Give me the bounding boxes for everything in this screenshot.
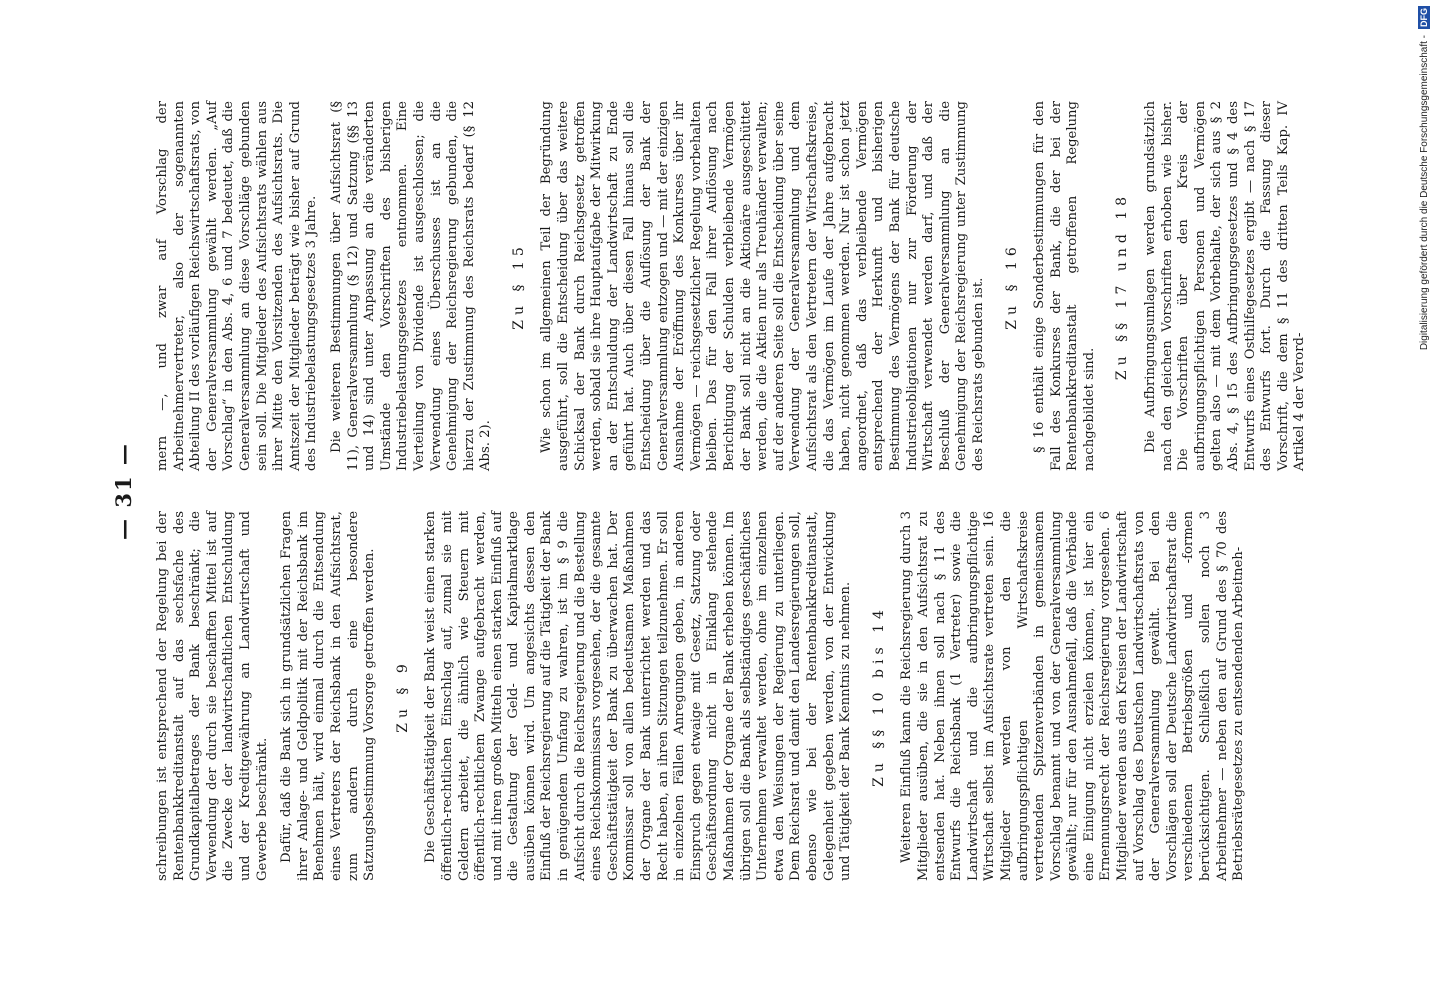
paragraph: Die Aufbringungsumlagen werden grundsätzlich nach den gleichen Vorschriften erhoben wie bisher. Die Vorschriften über den Kreis der aufbringungspflichtigen Personen und Vermögen gelten also — mit dem Vorbehalte, der sich aus § 2 Abs. 4, § 15 des Aufbringungsgesetzes und § 4 des Entwurfs eines Osthilfegesetzes ergibt — nach § 17 des Entwurfs fort. Durch die Fassung dieser Vorschrift, die dem § 11 des dritten Teils Kap. IV Artikel 4 der Verord- (1143, 101, 1308, 471)
credit-line (1414, 6, 1434, 996)
section-heading: Zu §§ 17 und 18 (1114, 191, 1131, 381)
paragraph: Dafür, daß die Bank sich in grundsätzlichen Fragen ihrer Anlage- und Geldpolitik mit der Reichsbank im Benehmen hält, wird einmal durch die Entsendung eines Vertreters der Reichsbank in den Aufsichtsrat, zum andern durch eine besondere Satzungsbestimmung Vorsorge getroffen werden. (279, 511, 378, 881)
left-column (155, 511, 1256, 881)
paragraph: Weiteren Einfluß kann die Reichsregierung durch 3 Mitglieder ausüben, die sie in den Aufsichtsrat zu entsenden hat. Neben ihnen soll nach § 11 des Entwurfs die Reichsbank (1 Vertreter) sowie die Landwirtschaft und die aufbringungspflichtige Wirtschaft selbst im Aufsichtsrate vertreten sein. 16 Mitglieder werden von den die aufbringungspflichtigen Wirtschaftskreise vertretenden Spitzenverbänden in gemeinsamem Vorschlag benannt und von der Generalversammlung gewählt; nur für den Ausnahmefall, daß die Verbände eine Einigung nicht erzielen können, ist hier ein Ernennungsrecht der Reichsregierung vorgesehen. 6 Mitglieder werden aus den Kreisen der Landwirtschaft auf Vorschlag des Deutschen Landwirtschaftsrats von der Generalversammlung gewählt. Bei den Vorschlägen soll der Deutsche Landwirtschaftsrat die verschiedenen Betriebsgrößen und -formen berücksichtigen. Schließlich sollen noch 3 Arbeitnehmer — neben den auf Grund des § 70 des Betriebsrätegesetzes zu entsendenden Arbeitneh- (899, 511, 1247, 881)
credit-text: Digitalisierung gefördert durch die Deutsche Forschungsgemeinschaft - (1419, 35, 1430, 351)
paragraph: schreibungen ist entsprechend der Regelung bei der Rentenbankkreditanstalt auf das sechsfache des Grundkapitalbetrages der Bank beschränkt; die Verwendung der durch sie beschafften Mittel ist auf die Zwecke der landwirtschaftlichen Entschuldung und der Kreditgewährung an Landwirtschaft und Gewerbe beschränkt. (155, 511, 270, 881)
paragraph: mern —, und zwar auf Vorschlag der Arbeitnehmervertreter, also der sogenannten Abteilung II des vorläufigen Reichswirtschaftsrats, von der Generalversammlung gewählt werden. „Auf Vorschlag“ in den Abs. 4, 6 und 7 bedeutet, daß die Generalversammlung an diese Vorschläge gebunden sein soll. Die Mitglieder des Aufsichtsrats wählen aus ihrer Mitte den Vorsitzenden des Aufsichtsrats. Die Amtszeit der Mitglieder beträgt wie bisher auf Grund des Industriebelastungsgesetzes 3 Jahre. (155, 101, 320, 471)
right-column (155, 101, 1317, 471)
paragraph: Die weiteren Bestimmungen über Aufsichtsrat (§ 11), Generalversammlung (§ 12) und Satzung (§§ 13 und 14) sind unter Anpassung an die veränderten Umstände den Vorschriften des bisherigen Industriebelastungsgesetzes entnommen. Eine Verteilung von Dividende ist ausgeschlossen; die Verwendung eines Überschusses ist an die Genehmigung der Reichsregierung gebunden, die hierzu der Zustimmung des Reichsrats bedarf (§ 12 Abs. 2). (328, 101, 494, 471)
section-heading: Zu § 16 (1003, 242, 1020, 330)
section-heading: Zu § 9 (394, 659, 411, 733)
section-heading: Zu §§ 10 bis 14 (870, 605, 887, 787)
page-number-header: — 31 — (111, 442, 136, 540)
paragraph: Die Geschäftstätigkeit der Bank weist einen starken öffentlich-rechtlichen Einschlag auf, zumal sie mit Geldern arbeitet, die ähnlich wie Steuern mit öffentlich-rechtlichem Zwange aufgebracht werden, und mit ihren großen Mitteln einen starken Einfluß auf die Gestaltung der Geld- und Kapitalmarktlage ausüben können wird. Um angesichts dessen den Einfluß der Reichsregierung auf die Tätigkeit der Bank in genügendem Umfang zu wahren, ist im § 9 die Aufsicht durch die Reichsregierung und die Bestellung eines Reichskommissars vorgesehen, der die gesamte Geschäftstätigkeit der Bank zu überwachen hat. Der Kommissar soll von allen bedeutsamen Maßnahmen der Organe der Bank unterrichtet werden und das Recht haben, an ihren Sitzungen teilzunehmen. Er soll in einzelnen Fällen Anregungen geben, in anderen Einspruch gegen etwaige mit Gesetz, Satzung oder Geschäftsordnung nicht in Einklang stehende Maßnahmen der Organe der Bank erheben können. Im übrigen soll die Bank als selbständiges geschäftliches Unternehmen verwaltet werden, ohne im einzelnen etwa den Weisungen der Regierung zu unterliegen. Dem Reichsrat und damit den Landesregierungen soll, ebenso wie bei der Rentenbankkreditanstalt, Gelegenheit gegeben werden, von der Entwicklung und Tätigkeit der Bank Kenntnis zu nehmen. (423, 511, 854, 881)
paragraph: § 16 enthält einige Sonderbestimmungen für den Fall des Konkurses der Bank, die der bei der Rentenbankkreditanstalt getroffenen Regelung nachgebildet sind. (1032, 101, 1097, 471)
paragraph: Wie schon im allgemeinen Teil der Begründung ausgeführt, soll die Entscheidung über das weitere Schicksal der Bank durch Reichsgesetz getroffen werden, sobald sie ihre Hauptaufgabe der Mitwirkung an der Entschuldung der Landwirtschaft zu Ende geführt hat. Auch über diesen Fall hinaus soll die Entscheidung über die Auflösung der Bank der Generalversammlung entzogen und — mit der einzigen Ausnahme der Eröffnung des Konkurses über ihr Vermögen — reichsgesetzlicher Regelung vorbehalten bleiben. Das für den Fall ihrer Auflösung nach Berichtigung der Schulden verbleibende Vermögen der Bank soll nicht an die Aktionäre ausgeschüttet werden, die die Aktien nur als Treuhänder verwalten; auf der anderen Seite soll die Entscheidung über seine Verwendung der Generalversammlung und dem Aufsichtsrat als den Vertretern der Wirtschaftskreise, die das Vermögen im Laufe der Jahre aufgebracht haben, nicht genommen werden. Nur ist schon jetzt angeordnet, daß das verbleibende Vermögen entsprechend der Herkunft und bisherigen Bestimmung des Vermögens der Bank für deutsche Industrieobligationen nur zur Förderung der Wirtschaft verwendet werden darf, und daß der Beschluß der Generalversammlung an die Genehmigung der Reichsregierung unter Zustimmung des Reichsrats gebunden ist. (539, 101, 986, 471)
digitization-credit (1414, 6, 1434, 996)
rotated-page-content (111, 101, 1308, 881)
section-heading: Zu § 15 (510, 242, 527, 330)
dfg-logo: DFG (1419, 8, 1429, 27)
